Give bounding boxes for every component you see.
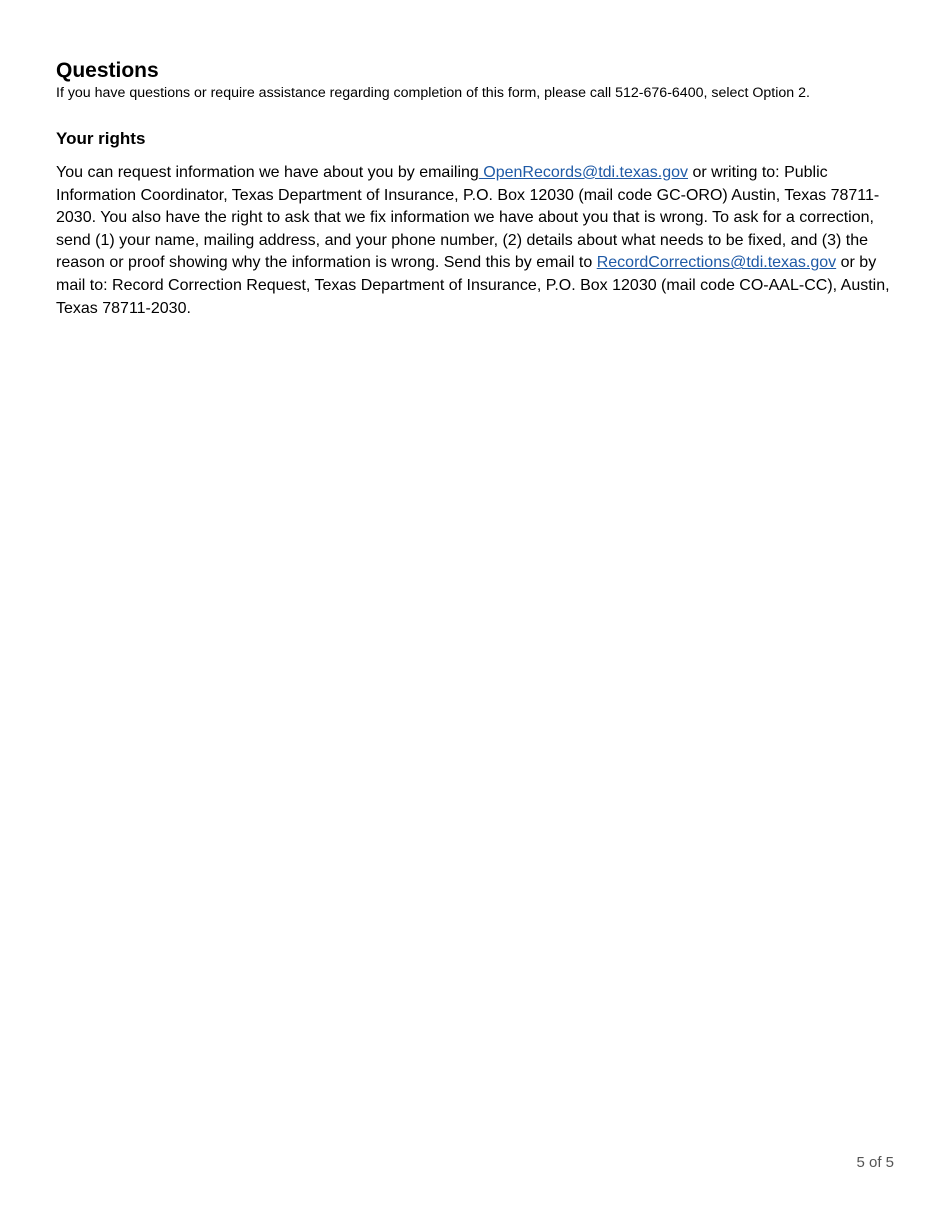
questions-text: If you have questions or require assistance regarding completion of this form, please call 512-676-6400, select Option 2. bbox=[56, 85, 810, 101]
rights-text-2: or writing to: Public Information Coordinator, Texas Department of Insurance, P.O. Box 12030 (mail code GC-ORO) Austin, Texas 78711-2030. You also have the right to ask that we fix information we have about you that is wrong. To ask for a correction, send (1) your name, mailing address, and your phone number, (2) details about what needs to be fixed, and (3) the reason or proof showing why the information is wrong. Send this by email to bbox=[56, 164, 880, 272]
record-corrections-email-link[interactable]: RecordCorrections@tdi.texas.gov bbox=[596, 254, 837, 272]
document-page bbox=[56, 58, 892, 320]
rights-text-3: or by mail to: Record Correction Request, Texas Department of Insurance, P.O. Box 12030 (mail code CO-AAL-CC), Austin, Texas 78711-2030. bbox=[56, 254, 890, 317]
rights-text-1: You can request information we have about you by emailing bbox=[56, 164, 479, 181]
questions-heading: Questions bbox=[56, 59, 159, 82]
your-rights-paragraph bbox=[56, 162, 892, 320]
your-rights-heading: Your rights bbox=[56, 129, 146, 148]
open-records-email-link[interactable]: OpenRecords@tdi.texas.gov bbox=[478, 164, 689, 181]
page-number: 5 of 5 bbox=[856, 1154, 894, 1171]
